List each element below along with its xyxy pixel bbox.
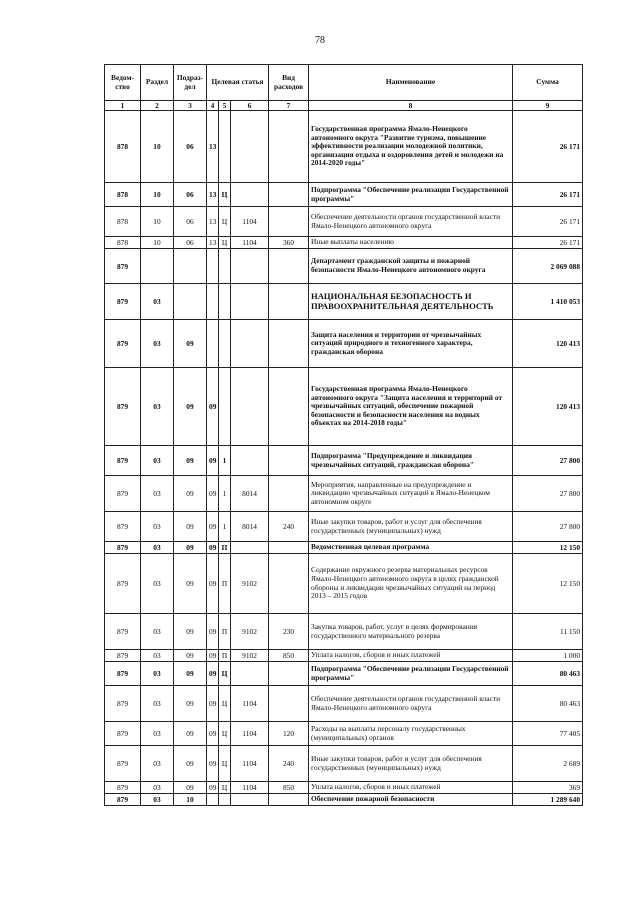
cell-target-1: 13 bbox=[207, 237, 219, 249]
cell-razdel: 03 bbox=[141, 650, 174, 662]
cell-target-3: 8014 bbox=[231, 476, 269, 512]
cell-target-3: 9102 bbox=[231, 554, 269, 614]
cell-target-3: 8014 bbox=[231, 512, 269, 542]
cell-sum: 26 171 bbox=[513, 207, 583, 237]
cell-vid bbox=[269, 320, 309, 368]
table-row bbox=[105, 320, 583, 368]
cell-name: Подпрограмма "Обеспечение реализации Государственной программы" bbox=[309, 183, 513, 207]
cell-vid bbox=[269, 542, 309, 554]
cell-target-3: 1104 bbox=[231, 722, 269, 746]
cell-sum: 120 413 bbox=[513, 368, 583, 446]
cell-target-1: 09 bbox=[207, 782, 219, 794]
cell-name: Обеспечение пожарной безопасности bbox=[309, 794, 513, 806]
table-row bbox=[105, 207, 583, 237]
cell-target-3: 1104 bbox=[231, 782, 269, 794]
cell-razdel: 03 bbox=[141, 554, 174, 614]
table-row bbox=[105, 183, 583, 207]
cell-razdel: 03 bbox=[141, 614, 174, 650]
cell-vid: 850 bbox=[269, 782, 309, 794]
cell-sum: 27 800 bbox=[513, 476, 583, 512]
table-row bbox=[105, 542, 583, 554]
cell-vedomstvo: 878 bbox=[105, 111, 141, 183]
cell-podrazdel: 09 bbox=[174, 650, 207, 662]
cell-name: Подпрограмма "Предупреждение и ликвидация чрезвычайных ситуаций, гражданская оборона" bbox=[309, 446, 513, 476]
cell-target-2: Ц bbox=[219, 207, 231, 237]
cell-name: Государственная программа Ямало-Ненецкого автономного округа "Развитие туризма, повышение эффективности реализации молодежной политики, организация отдыха и оздоровления детей и молодежи на 2014-2020 годы" bbox=[309, 111, 513, 183]
cell-razdel: 03 bbox=[141, 794, 174, 806]
cell-target-3 bbox=[231, 542, 269, 554]
table-row bbox=[105, 476, 583, 512]
cell-name: Иные закупки товаров, работ и услуг для обеспечения государственных (муниципальных) нужд bbox=[309, 746, 513, 782]
header-sum: Сумма bbox=[513, 65, 583, 101]
cell-target-1: 09 bbox=[207, 722, 219, 746]
cell-target-1: 09 bbox=[207, 746, 219, 782]
cell-target-2 bbox=[219, 794, 231, 806]
cell-podrazdel: 09 bbox=[174, 746, 207, 782]
cell-podrazdel: 09 bbox=[174, 368, 207, 446]
cell-target-1 bbox=[207, 794, 219, 806]
cell-vid: 240 bbox=[269, 512, 309, 542]
column-number: 6 bbox=[231, 101, 269, 111]
cell-name: Ведомственная целевая программа bbox=[309, 542, 513, 554]
cell-name: Подпрограмма "Обеспечение реализации Государственной программы" bbox=[309, 662, 513, 686]
cell-name: Государственная программа Ямало-Ненецкого автономного округа "Защита населения и территорий от чрезвычайных ситуаций, обеспечение пожарной безопасности и безопасности населения на водных объектах на 2014-2018 годы" bbox=[309, 368, 513, 446]
table-row bbox=[105, 512, 583, 542]
table-row bbox=[105, 368, 583, 446]
cell-target-2 bbox=[219, 111, 231, 183]
cell-name: НАЦИОНАЛЬНАЯ БЕЗОПАСНОСТЬ И ПРАВООХРАНИТЕЛЬНАЯ ДЕЯТЕЛЬНОСТЬ bbox=[309, 284, 513, 320]
cell-target-1: 09 bbox=[207, 512, 219, 542]
cell-target-1: 09 bbox=[207, 662, 219, 686]
cell-vid: 120 bbox=[269, 722, 309, 746]
cell-vedomstvo: 879 bbox=[105, 476, 141, 512]
cell-vedomstvo: 879 bbox=[105, 284, 141, 320]
cell-sum: 120 413 bbox=[513, 320, 583, 368]
cell-vid: 240 bbox=[269, 746, 309, 782]
cell-vid bbox=[269, 111, 309, 183]
cell-vedomstvo: 879 bbox=[105, 782, 141, 794]
cell-razdel: 03 bbox=[141, 368, 174, 446]
header-name: Наименование bbox=[309, 65, 513, 101]
cell-target-3 bbox=[231, 284, 269, 320]
cell-target-3 bbox=[231, 794, 269, 806]
cell-razdel: 10 bbox=[141, 111, 174, 183]
table-row bbox=[105, 794, 583, 806]
cell-name: Расходы на выплаты персоналу государственных (муниципальных) органов bbox=[309, 722, 513, 746]
cell-podrazdel bbox=[174, 249, 207, 284]
cell-vid bbox=[269, 476, 309, 512]
cell-name: Иные закупки товаров, работ и услуг для обеспечения государственных (муниципальных) нужд bbox=[309, 512, 513, 542]
cell-target-1 bbox=[207, 320, 219, 368]
cell-sum: 12 150 bbox=[513, 542, 583, 554]
cell-name: Уплата налогов, сборов и иных платежей bbox=[309, 782, 513, 794]
table-body bbox=[105, 111, 583, 806]
cell-vedomstvo: 879 bbox=[105, 650, 141, 662]
cell-podrazdel: 09 bbox=[174, 722, 207, 746]
cell-sum: 26 171 bbox=[513, 111, 583, 183]
cell-target-1: 09 bbox=[207, 446, 219, 476]
cell-target-2: Ц bbox=[219, 746, 231, 782]
cell-target-2: Ц bbox=[219, 237, 231, 249]
cell-sum: 12 150 bbox=[513, 554, 583, 614]
cell-target-1: 13 bbox=[207, 207, 219, 237]
cell-vedomstvo: 879 bbox=[105, 794, 141, 806]
cell-sum: 1 000 bbox=[513, 650, 583, 662]
cell-vid bbox=[269, 686, 309, 722]
column-number: 4 bbox=[207, 101, 219, 111]
cell-sum: 77 405 bbox=[513, 722, 583, 746]
cell-podrazdel: 09 bbox=[174, 542, 207, 554]
column-number: 9 bbox=[513, 101, 583, 111]
cell-name: Содержание окружного резерва материальных ресурсов Ямало-Ненецкого автономного округа в целях гражданской обороны и ликвидации чрезвычайных ситуаций на период 2013 – 2015 годов bbox=[309, 554, 513, 614]
cell-vid bbox=[269, 446, 309, 476]
cell-name: Закупка товаров, работ, услуг в целях формирования государственного материального резерва bbox=[309, 614, 513, 650]
cell-vid bbox=[269, 183, 309, 207]
cell-target-2: П bbox=[219, 542, 231, 554]
cell-target-1: 09 bbox=[207, 614, 219, 650]
cell-target-1: 09 bbox=[207, 542, 219, 554]
cell-podrazdel: 06 bbox=[174, 207, 207, 237]
table-row bbox=[105, 662, 583, 686]
header-celevaya: Целевая статья bbox=[207, 65, 269, 101]
cell-target-3: 9102 bbox=[231, 650, 269, 662]
cell-name: Обеспечение деятельности органов государственной власти Ямало-Ненецкого автономного округа bbox=[309, 207, 513, 237]
cell-vedomstvo: 878 bbox=[105, 183, 141, 207]
cell-target-2: Ц bbox=[219, 686, 231, 722]
cell-razdel: 03 bbox=[141, 476, 174, 512]
header-row bbox=[105, 65, 583, 101]
cell-target-1: 09 bbox=[207, 650, 219, 662]
cell-vedomstvo: 879 bbox=[105, 614, 141, 650]
cell-target-1: 13 bbox=[207, 183, 219, 207]
cell-target-3: 1104 bbox=[231, 207, 269, 237]
cell-sum: 26 171 bbox=[513, 237, 583, 249]
cell-target-2: Ц bbox=[219, 722, 231, 746]
table-row bbox=[105, 237, 583, 249]
cell-razdel: 10 bbox=[141, 207, 174, 237]
cell-name: Иные выплаты населению bbox=[309, 237, 513, 249]
cell-sum: 27 800 bbox=[513, 512, 583, 542]
column-number: 5 bbox=[219, 101, 231, 111]
cell-vedomstvo: 879 bbox=[105, 446, 141, 476]
cell-razdel: 03 bbox=[141, 446, 174, 476]
table-row bbox=[105, 686, 583, 722]
column-number: 2 bbox=[141, 101, 174, 111]
table-row bbox=[105, 284, 583, 320]
header-vedomstvo: Ведом-ство bbox=[105, 65, 141, 101]
cell-target-3: 1104 bbox=[231, 237, 269, 249]
cell-target-2 bbox=[219, 284, 231, 320]
table-row bbox=[105, 746, 583, 782]
cell-vid bbox=[269, 662, 309, 686]
cell-podrazdel: 06 bbox=[174, 237, 207, 249]
cell-razdel: 03 bbox=[141, 746, 174, 782]
cell-vid bbox=[269, 554, 309, 614]
cell-vid bbox=[269, 207, 309, 237]
column-number: 1 bbox=[105, 101, 141, 111]
cell-target-2: Ц bbox=[219, 782, 231, 794]
cell-target-2: П bbox=[219, 614, 231, 650]
cell-vedomstvo: 879 bbox=[105, 320, 141, 368]
table-row bbox=[105, 111, 583, 183]
cell-sum: 11 150 bbox=[513, 614, 583, 650]
column-number: 7 bbox=[269, 101, 309, 111]
cell-podrazdel: 09 bbox=[174, 476, 207, 512]
cell-name: Департамент гражданской защиты и пожарной безопасности Ямало-Ненецкого автономного округа bbox=[309, 249, 513, 284]
table-row bbox=[105, 249, 583, 284]
cell-target-1 bbox=[207, 249, 219, 284]
cell-target-2 bbox=[219, 249, 231, 284]
cell-vedomstvo: 879 bbox=[105, 554, 141, 614]
cell-target-2 bbox=[219, 368, 231, 446]
cell-target-1: 09 bbox=[207, 686, 219, 722]
cell-sum: 26 171 bbox=[513, 183, 583, 207]
budget-table bbox=[104, 64, 583, 806]
cell-name: Обеспечение деятельности органов государственной власти Ямало-Ненецкого автономного округа bbox=[309, 686, 513, 722]
cell-podrazdel: 06 bbox=[174, 183, 207, 207]
cell-sum: 80 463 bbox=[513, 686, 583, 722]
cell-target-1: 09 bbox=[207, 368, 219, 446]
cell-podrazdel: 09 bbox=[174, 512, 207, 542]
cell-vedomstvo: 879 bbox=[105, 746, 141, 782]
cell-vedomstvo: 879 bbox=[105, 249, 141, 284]
table-row bbox=[105, 446, 583, 476]
cell-target-2: Ц bbox=[219, 183, 231, 207]
cell-target-2: 1 bbox=[219, 476, 231, 512]
column-number-row bbox=[105, 101, 583, 111]
cell-sum: 2 689 bbox=[513, 746, 583, 782]
cell-vedomstvo: 878 bbox=[105, 207, 141, 237]
cell-vid: 850 bbox=[269, 650, 309, 662]
page-number: 78 bbox=[315, 35, 325, 46]
table-row bbox=[105, 614, 583, 650]
cell-target-3 bbox=[231, 111, 269, 183]
cell-target-2: П bbox=[219, 554, 231, 614]
header-razdel: Раздел bbox=[141, 65, 174, 101]
cell-sum: 27 800 bbox=[513, 446, 583, 476]
cell-podrazdel: 10 bbox=[174, 794, 207, 806]
cell-target-3 bbox=[231, 662, 269, 686]
cell-name: Мероприятия, направленные на предупреждение и ликвидацию чрезвычайных ситуаций в Ямало-Ненецком автономном округе bbox=[309, 476, 513, 512]
cell-target-2: Ц bbox=[219, 662, 231, 686]
cell-podrazdel bbox=[174, 284, 207, 320]
cell-target-1 bbox=[207, 284, 219, 320]
cell-vedomstvo: 879 bbox=[105, 368, 141, 446]
cell-target-3 bbox=[231, 183, 269, 207]
cell-target-3 bbox=[231, 446, 269, 476]
cell-razdel: 03 bbox=[141, 782, 174, 794]
table-row bbox=[105, 554, 583, 614]
cell-razdel: 10 bbox=[141, 183, 174, 207]
header-podrazdel: Подраз-дел bbox=[174, 65, 207, 101]
cell-razdel bbox=[141, 249, 174, 284]
cell-vid bbox=[269, 284, 309, 320]
table-row bbox=[105, 650, 583, 662]
cell-target-3 bbox=[231, 368, 269, 446]
cell-vedomstvo: 879 bbox=[105, 512, 141, 542]
cell-vedomstvo: 879 bbox=[105, 662, 141, 686]
cell-podrazdel: 09 bbox=[174, 614, 207, 650]
cell-vedomstvo: 879 bbox=[105, 686, 141, 722]
cell-target-3: 9102 bbox=[231, 614, 269, 650]
cell-podrazdel: 09 bbox=[174, 446, 207, 476]
cell-target-1: 09 bbox=[207, 554, 219, 614]
cell-name: Уплата налогов, сборов и иных платежей bbox=[309, 650, 513, 662]
table-row bbox=[105, 722, 583, 746]
cell-sum: 2 069 088 bbox=[513, 249, 583, 284]
cell-vid: 230 bbox=[269, 614, 309, 650]
cell-razdel: 03 bbox=[141, 512, 174, 542]
cell-razdel: 03 bbox=[141, 320, 174, 368]
cell-podrazdel: 09 bbox=[174, 782, 207, 794]
column-number: 8 bbox=[309, 101, 513, 111]
cell-razdel: 03 bbox=[141, 542, 174, 554]
cell-sum: 369 bbox=[513, 782, 583, 794]
cell-razdel: 03 bbox=[141, 284, 174, 320]
cell-target-3 bbox=[231, 249, 269, 284]
cell-sum: 1 289 640 bbox=[513, 794, 583, 806]
cell-razdel: 03 bbox=[141, 686, 174, 722]
cell-target-3 bbox=[231, 320, 269, 368]
cell-vedomstvo: 878 bbox=[105, 237, 141, 249]
table-row bbox=[105, 782, 583, 794]
cell-vedomstvo: 879 bbox=[105, 722, 141, 746]
cell-podrazdel: 09 bbox=[174, 320, 207, 368]
cell-target-3: 1104 bbox=[231, 686, 269, 722]
cell-vid bbox=[269, 794, 309, 806]
cell-razdel: 10 bbox=[141, 237, 174, 249]
cell-target-2 bbox=[219, 320, 231, 368]
cell-name: Защита населения и территории от чрезвычайных ситуаций природного и техногенного характера, гражданская оборона bbox=[309, 320, 513, 368]
cell-target-3: 1104 bbox=[231, 746, 269, 782]
column-number: 3 bbox=[174, 101, 207, 111]
cell-vedomstvo: 879 bbox=[105, 542, 141, 554]
cell-vid bbox=[269, 249, 309, 284]
cell-podrazdel: 09 bbox=[174, 554, 207, 614]
cell-target-1: 09 bbox=[207, 476, 219, 512]
cell-sum: 1 410 053 bbox=[513, 284, 583, 320]
cell-podrazdel: 09 bbox=[174, 686, 207, 722]
cell-target-2: 1 bbox=[219, 446, 231, 476]
cell-podrazdel: 09 bbox=[174, 662, 207, 686]
cell-vid bbox=[269, 368, 309, 446]
header-vid: Вид расходов bbox=[269, 65, 309, 101]
cell-target-2: 1 bbox=[219, 512, 231, 542]
cell-vid: 360 bbox=[269, 237, 309, 249]
cell-sum: 80 463 bbox=[513, 662, 583, 686]
cell-razdel: 03 bbox=[141, 722, 174, 746]
cell-target-2: П bbox=[219, 650, 231, 662]
cell-target-1: 13 bbox=[207, 111, 219, 183]
cell-podrazdel: 06 bbox=[174, 111, 207, 183]
cell-razdel: 03 bbox=[141, 662, 174, 686]
